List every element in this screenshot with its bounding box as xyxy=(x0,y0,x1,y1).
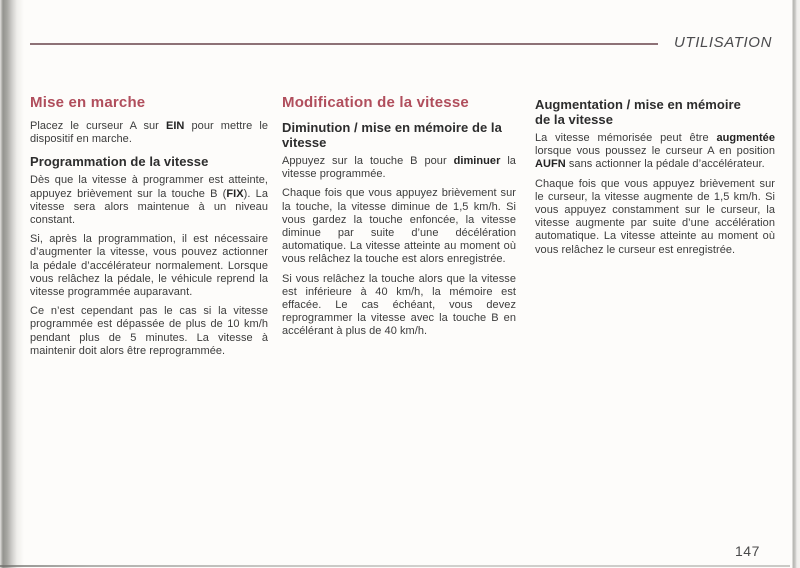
paragraph: Si, après la programmation, il est nécessaire d’augmenter la vitesse, vous pouvez actionner la pédale d’accélérateur normalement. Lorsque vous relâchez la pédale, le véhicule reprend la vitesse programmée auparavant. xyxy=(30,233,268,299)
text-run: lorsque vous poussez le curseur A en position xyxy=(535,145,775,158)
paragraph xyxy=(535,132,775,172)
paragraph xyxy=(282,155,516,181)
paragraph: Ce n’est cependant pas le cas si la vitesse programmée est dépassée de plus de 10 km/h pendant plus de 5 minutes. La vitesse à maintenir doit alors être reprogrammée. xyxy=(30,305,268,357)
text-run: pour mettre le dispositif en marche. xyxy=(30,120,268,146)
text-run: ). La vitesse sera alors maintenue à un niveau constant. xyxy=(30,187,268,227)
column-modification-vitesse xyxy=(282,95,516,345)
section-heading-mise-en-marche: Mise en marche xyxy=(30,94,146,111)
paragraph xyxy=(30,120,268,146)
text-run: Placez le curseur A sur xyxy=(30,120,166,132)
page-right-edge xyxy=(786,0,800,568)
emphasis-fix: FIX xyxy=(226,187,244,200)
emphasis-ein: EIN xyxy=(165,120,185,132)
paragraph xyxy=(30,174,268,227)
page-header-title: UTILISATION xyxy=(674,34,772,51)
column-mise-en-marche xyxy=(30,95,268,364)
paragraph: Chaque fois que vous appuyez brièvement sur le curseur, la vitesse augmente de 1,5 km/h. Si vous appuyez constamment sur le curseur, la vitesse augmente par suite d’une accélération automatique. La vitesse atteinte au moment où vous relâchez le curseur est enregistrée. xyxy=(535,177,775,256)
emphasis-diminuer: diminuer xyxy=(453,155,501,167)
text-run: sans actionner la pédale d’accélérateur. xyxy=(565,158,765,171)
page-bottom-edge xyxy=(0,565,790,567)
page-left-edge xyxy=(0,0,24,568)
paragraph: Si vous relâchez la touche alors que la vitesse est inférieure à 40 km/h, la mémoire est effacée. Le cas échéant, vous devez reprogrammer la vitesse avec la touche B en accélérant à plus de 40 km/h. xyxy=(282,272,516,338)
subsection-heading-augmentation: Augmentation / mise en mémoire de la vitesse xyxy=(535,97,741,127)
section-heading-modification: Modification de la vitesse xyxy=(282,94,469,111)
paragraph: Chaque fois que vous appuyez brièvement sur la touche, la vitesse diminue de 1,5 km/h. Si vous gardez la touche enfoncée, la vitesse diminue par suite d’une décélération automatique. La vitesse atteinte au moment où vous relâchez la touche est alors enregistrée. xyxy=(282,187,516,266)
text-run: La vitesse mémorisée peut être xyxy=(535,132,717,144)
emphasis-augmentee: augmentée xyxy=(716,132,775,144)
emphasis-aufn: AUFN xyxy=(535,158,566,171)
header-rule xyxy=(30,43,658,45)
subsection-heading-diminution: Diminution / mise en mémoire de la vitesse xyxy=(282,120,502,150)
text-run: Appuyez sur la touche B pour xyxy=(282,155,454,167)
column-augmentation-vitesse xyxy=(535,95,775,263)
subsection-heading-programmation: Programmation de la vitesse xyxy=(30,154,209,170)
text-run: Dès que la vitesse à programmer est atteinte, appuyez brièvement sur la touche B ( xyxy=(30,174,268,200)
page-number: 147 xyxy=(735,543,760,559)
text-run: la vitesse programmée. xyxy=(282,155,516,181)
